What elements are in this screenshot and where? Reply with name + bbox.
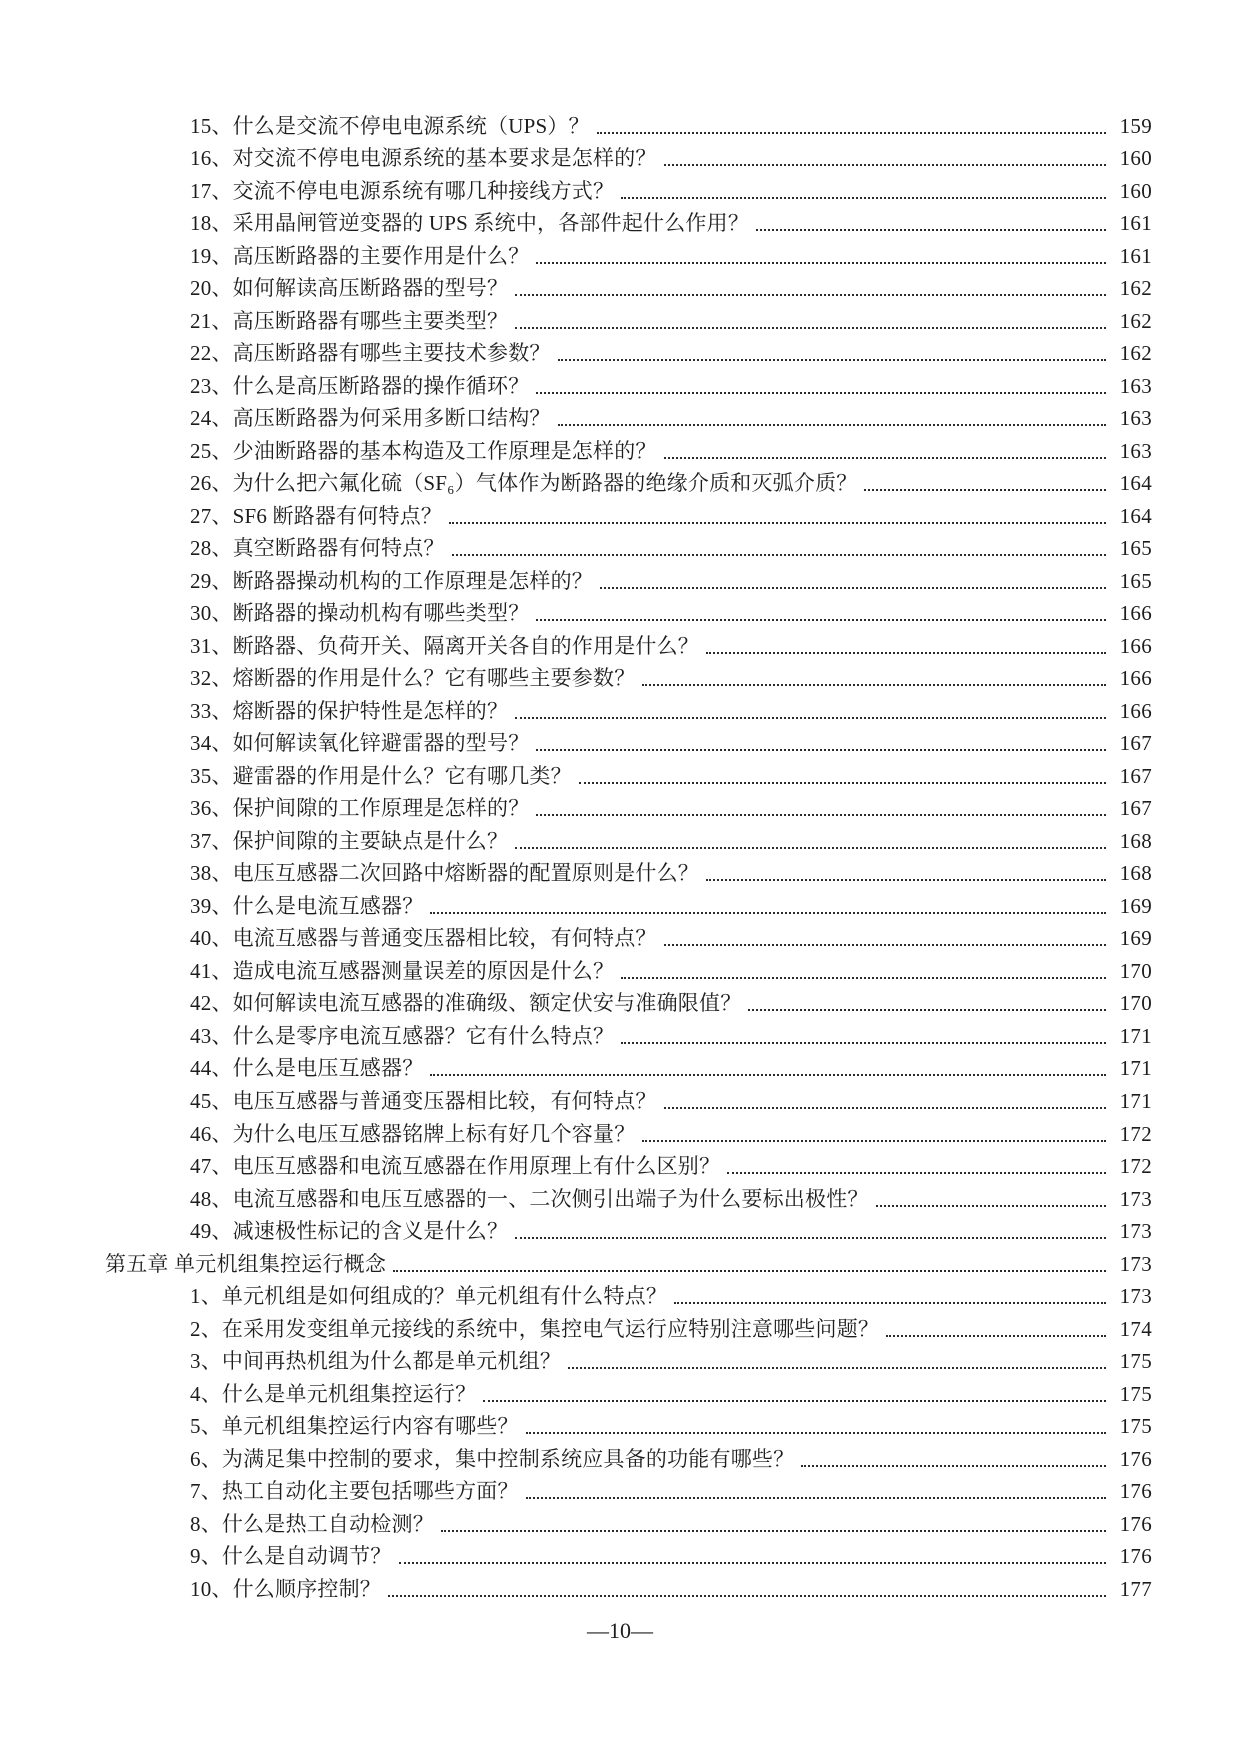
toc-row: [105, 854, 1152, 887]
dot-leader: [664, 1107, 1106, 1109]
toc-row: [105, 756, 1152, 789]
toc-row: [105, 561, 1152, 594]
toc-entry-label: 28、真空断路器有何特点？: [190, 536, 445, 561]
toc-list: [105, 106, 1152, 1602]
toc-entry-label: 26、为什么把六氟化硫（SF₆）气体作为断路器的绝缘介质和灭弧介质？: [190, 471, 858, 496]
toc-row: [105, 236, 1152, 269]
dot-leader: [536, 392, 1106, 394]
dot-leader: [393, 1270, 1106, 1272]
toc-row: [105, 1081, 1152, 1114]
dot-leader: [886, 1335, 1106, 1337]
dot-leader: [674, 1302, 1106, 1304]
toc-row: [105, 1439, 1152, 1472]
toc-entry-label: 47、电压互感器和电流互感器在作用原理上有什么区别？: [190, 1154, 721, 1179]
toc-entry-label: 第五章 单元机组集控运行概念: [105, 1251, 387, 1276]
toc-row: [105, 1407, 1152, 1440]
toc-row: [105, 399, 1152, 432]
toc-entry-page: 173: [1119, 1219, 1152, 1244]
toc-entry-page: 164: [1119, 471, 1152, 496]
toc-entry-page: 171: [1119, 1023, 1152, 1048]
toc-row: [105, 659, 1152, 692]
toc-entry-page: 171: [1119, 1088, 1152, 1113]
toc-entry-page: 163: [1119, 438, 1152, 463]
dot-leader: [536, 619, 1106, 621]
toc-row: [105, 1537, 1152, 1570]
dot-leader: [388, 1595, 1106, 1597]
toc-entry-label: 40、电流互感器与普通变压器相比较，有何特点？: [190, 926, 657, 951]
dot-leader: [536, 749, 1106, 751]
dot-leader: [515, 1237, 1106, 1239]
dot-leader: [706, 652, 1106, 654]
toc-row: [105, 1374, 1152, 1407]
toc-entry-label: 19、高压断路器的主要作用是什么？: [190, 243, 530, 268]
toc-row: [105, 496, 1152, 529]
dot-leader: [876, 1205, 1106, 1207]
toc-row: [105, 204, 1152, 237]
dot-leader: [568, 1367, 1106, 1369]
toc-row: [105, 1504, 1152, 1537]
toc-row: [105, 821, 1152, 854]
page-number: —10—: [587, 1618, 653, 1643]
toc-entry-label: 46、为什么电压互感器铭牌上标有好几个容量？: [190, 1121, 636, 1146]
dot-leader: [536, 262, 1106, 264]
toc-entry-label: 41、造成电流互感器测量误差的原因是什么？: [190, 958, 615, 983]
toc-entry-page: 176: [1119, 1544, 1152, 1569]
toc-entry-page: 162: [1119, 341, 1152, 366]
toc-entry-label: 18、采用晶闸管逆变器的 UPS 系统中，各部件起什么作用？: [190, 211, 750, 236]
dot-leader: [756, 229, 1106, 231]
toc-row: [105, 269, 1152, 302]
dot-leader: [483, 1400, 1106, 1402]
toc-entry-label: 8、什么是热工自动检测？: [190, 1511, 434, 1536]
toc-entry-label: 16、对交流不停电电源系统的基本要求是怎样的？: [190, 146, 657, 171]
toc-entry-page: 168: [1119, 861, 1152, 886]
toc-row: [105, 1569, 1152, 1602]
toc-entry-page: 165: [1119, 568, 1152, 593]
toc-entry-label: 24、高压断路器为何采用多断口结构？: [190, 406, 551, 431]
toc-row: [105, 1244, 1152, 1277]
toc-entry-page: 176: [1119, 1446, 1152, 1471]
dot-leader: [801, 1465, 1106, 1467]
dot-leader: [748, 1009, 1106, 1011]
toc-entry-label: 42、如何解读电流互感器的准确级、额定伏安与准确限值？: [190, 991, 742, 1016]
toc-entry-label: 25、少油断路器的基本构造及工作原理是怎样的？: [190, 438, 657, 463]
dot-leader: [430, 1074, 1106, 1076]
toc-entry-page: 166: [1119, 666, 1152, 691]
toc-entry-label: 37、保护间隙的主要缺点是什么？: [190, 828, 509, 853]
dot-leader: [642, 1140, 1106, 1142]
dot-leader: [727, 1172, 1106, 1174]
toc-entry-page: 176: [1119, 1479, 1152, 1504]
dot-leader: [536, 814, 1106, 816]
toc-row: [105, 1472, 1152, 1505]
toc-entry-page: 166: [1119, 601, 1152, 626]
toc-entry-page: 177: [1119, 1576, 1152, 1601]
toc-row: [105, 1114, 1152, 1147]
toc-row: [105, 431, 1152, 464]
toc-entry-label: 27、SF6 断路器有何特点？: [190, 503, 443, 528]
dot-leader: [664, 164, 1106, 166]
toc-entry-page: 166: [1119, 633, 1152, 658]
toc-row: [105, 171, 1152, 204]
dot-leader: [706, 879, 1106, 881]
toc-entry-label: 9、什么是自动调节？: [190, 1544, 392, 1569]
toc-entry-page: 162: [1119, 308, 1152, 333]
toc-entry-label: 2、在采用发变组单元接线的系统中，集控电气运行应特别注意哪些问题？: [190, 1316, 880, 1341]
toc-entry-page: 161: [1119, 211, 1152, 236]
toc-entry-page: 163: [1119, 406, 1152, 431]
toc-row: [105, 919, 1152, 952]
toc-entry-page: 162: [1119, 276, 1152, 301]
toc-entry-label: 32、熔断器的作用是什么？它有哪些主要参数？: [190, 666, 636, 691]
dot-leader: [642, 684, 1106, 686]
toc-entry-label: 3、中间再热机组为什么都是单元机组？: [190, 1349, 562, 1374]
dot-leader: [621, 197, 1106, 199]
toc-entry-page: 173: [1119, 1186, 1152, 1211]
toc-entry-page: 166: [1119, 698, 1152, 723]
toc-entry-label: 31、断路器、负荷开关、隔离开关各自的作用是什么？: [190, 633, 699, 658]
toc-row: [105, 789, 1152, 822]
dot-leader: [621, 1042, 1106, 1044]
toc-entry-page: 172: [1119, 1121, 1152, 1146]
toc-row: [105, 1309, 1152, 1342]
dot-leader: [864, 489, 1106, 491]
toc-row: [105, 984, 1152, 1017]
page-footer: [0, 1618, 1240, 1644]
toc-row: [105, 301, 1152, 334]
toc-entry-label: 38、电压互感器二次回路中熔断器的配置原则是什么？: [190, 861, 699, 886]
dot-leader: [515, 327, 1106, 329]
toc-entry-page: 175: [1119, 1381, 1152, 1406]
dot-leader: [515, 847, 1106, 849]
toc-entry-label: 5、单元机组集控运行内容有哪些？: [190, 1414, 519, 1439]
toc-entry-label: 23、什么是高压断路器的操作循环？: [190, 373, 530, 398]
dot-leader: [579, 782, 1106, 784]
dot-leader: [515, 717, 1106, 719]
toc-entry-page: 174: [1119, 1316, 1152, 1341]
dot-leader: [621, 977, 1106, 979]
toc-entry-label: 30、断路器的操动机构有哪些类型？: [190, 601, 530, 626]
toc-entry-page: 172: [1119, 1154, 1152, 1179]
toc-entry-label: 48、电流互感器和电压互感器的一、二次侧引出端子为什么要标出极性？: [190, 1186, 869, 1211]
toc-entry-page: 167: [1119, 731, 1152, 756]
dot-leader: [664, 457, 1106, 459]
toc-row: [105, 951, 1152, 984]
toc-entry-label: 29、断路器操动机构的工作原理是怎样的？: [190, 568, 593, 593]
toc-entry-label: 45、电压互感器与普通变压器相比较，有何特点？: [190, 1088, 657, 1113]
toc-entry-page: 168: [1119, 828, 1152, 853]
toc-entry-label: 43、什么是零序电流互感器？它有什么特点？: [190, 1023, 615, 1048]
dot-leader: [526, 1497, 1106, 1499]
toc-entry-page: 169: [1119, 893, 1152, 918]
toc-entry-page: 170: [1119, 958, 1152, 983]
toc-entry-page: 175: [1119, 1414, 1152, 1439]
toc-row: [105, 1049, 1152, 1082]
toc-row: [105, 529, 1152, 562]
toc-entry-label: 44、什么是电压互感器？: [190, 1056, 424, 1081]
toc-entry-page: 163: [1119, 373, 1152, 398]
dot-leader: [449, 522, 1106, 524]
toc-entry-label: 21、高压断路器有哪些主要类型？: [190, 308, 509, 333]
toc-row: [105, 366, 1152, 399]
toc-entry-page: 161: [1119, 243, 1152, 268]
toc-row: [105, 464, 1152, 497]
dot-leader: [515, 294, 1106, 296]
toc-entry-label: 1、单元机组是如何组成的？单元机组有什么特点？: [190, 1284, 668, 1309]
toc-entry-page: 175: [1119, 1349, 1152, 1374]
toc-row: [105, 1212, 1152, 1245]
toc-entry-label: 49、减速极性标记的含义是什么？: [190, 1219, 509, 1244]
toc-entry-label: 6、为满足集中控制的要求，集中控制系统应具备的功能有哪些？: [190, 1446, 795, 1471]
toc-row: [105, 691, 1152, 724]
toc-entry-page: 160: [1119, 146, 1152, 171]
dot-leader: [664, 944, 1106, 946]
dot-leader: [441, 1530, 1106, 1532]
toc-entry-page: 171: [1119, 1056, 1152, 1081]
dot-leader: [597, 132, 1106, 134]
toc-row: [105, 334, 1152, 367]
toc-row: [105, 1277, 1152, 1310]
toc-entry-page: 170: [1119, 991, 1152, 1016]
dot-leader: [452, 554, 1106, 556]
dot-leader: [600, 587, 1106, 589]
dot-leader: [558, 424, 1106, 426]
toc-entry-page: 169: [1119, 926, 1152, 951]
toc-entry-label: 36、保护间隙的工作原理是怎样的？: [190, 796, 530, 821]
toc-entry-page: 160: [1119, 178, 1152, 203]
toc-entry-label: 35、避雷器的作用是什么？它有哪几类？: [190, 763, 572, 788]
toc-row: [105, 1016, 1152, 1049]
toc-entry-page: 173: [1119, 1251, 1152, 1276]
toc-entry-label: 20、如何解读高压断路器的型号？: [190, 276, 509, 301]
toc-row: [105, 139, 1152, 172]
toc-row: [105, 1147, 1152, 1180]
toc-entry-label: 33、熔断器的保护特性是怎样的？: [190, 698, 509, 723]
dot-leader: [526, 1432, 1106, 1434]
toc-entry-page: 164: [1119, 503, 1152, 528]
toc-entry-label: 39、什么是电流互感器？: [190, 893, 424, 918]
toc-row: [105, 724, 1152, 757]
toc-entry-label: 4、什么是单元机组集控运行？: [190, 1381, 477, 1406]
toc-row: [105, 1342, 1152, 1375]
toc-row: [105, 626, 1152, 659]
toc-entry-page: 173: [1119, 1284, 1152, 1309]
toc-entry-label: 17、交流不停电电源系统有哪几种接线方式？: [190, 178, 615, 203]
dot-leader: [558, 359, 1106, 361]
toc-entry-label: 10、什么顺序控制？: [190, 1576, 381, 1601]
toc-entry-label: 7、热工自动化主要包括哪些方面？: [190, 1479, 519, 1504]
toc-row: [105, 594, 1152, 627]
dot-leader: [399, 1562, 1107, 1564]
toc-row: [105, 1179, 1152, 1212]
toc-entry-page: 167: [1119, 763, 1152, 788]
toc-entry-page: 165: [1119, 536, 1152, 561]
dot-leader: [430, 912, 1106, 914]
toc-row: [105, 886, 1152, 919]
toc-entry-page: 159: [1119, 113, 1152, 138]
toc-entry-page: 167: [1119, 796, 1152, 821]
toc-entry-label: 34、如何解读氧化锌避雷器的型号？: [190, 731, 530, 756]
toc-row: [105, 106, 1152, 139]
toc-entry-label: 15、什么是交流不停电电源系统（UPS）？: [190, 113, 590, 138]
toc-entry-page: 176: [1119, 1511, 1152, 1536]
toc-entry-label: 22、高压断路器有哪些主要技术参数？: [190, 341, 551, 366]
